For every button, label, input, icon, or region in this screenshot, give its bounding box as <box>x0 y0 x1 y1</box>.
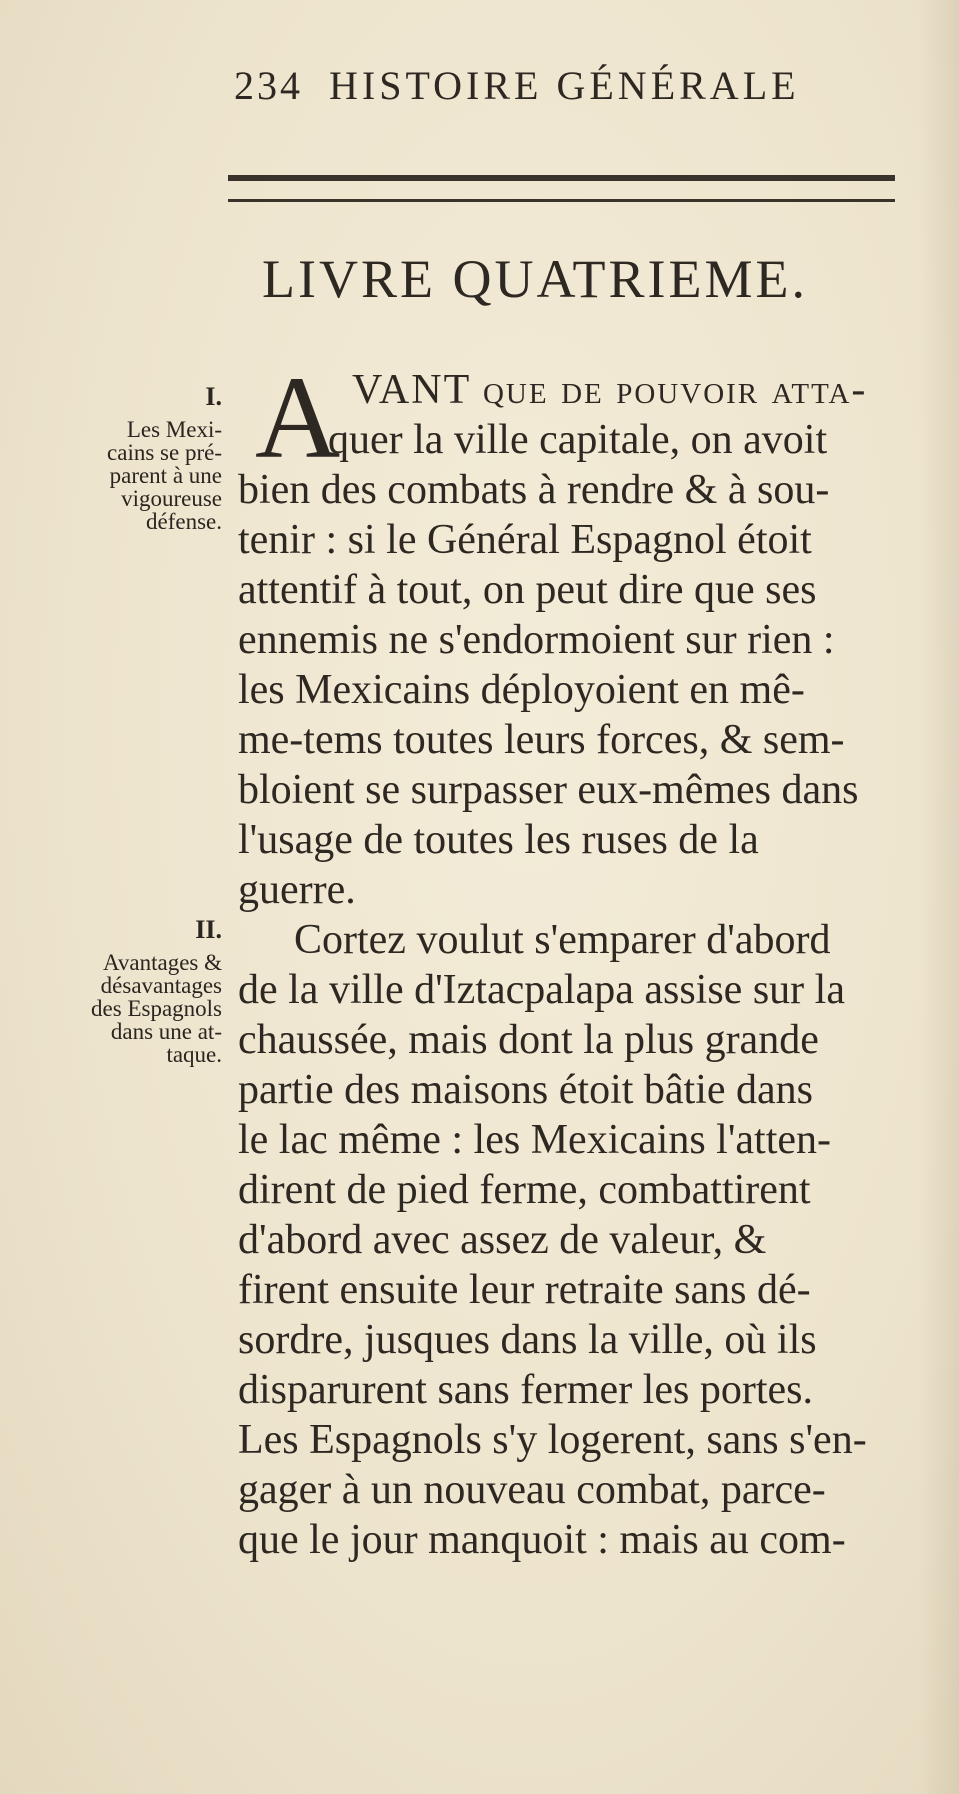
text-line: VANT que de pouvoir atta- <box>352 367 868 413</box>
text-line: chaussée, mais dont la plus grande <box>238 1017 819 1063</box>
margin-note-line: vigoureuse <box>121 486 222 511</box>
margin-note-line: défense. <box>146 509 222 534</box>
text-line: dirent de pied ferme, combattirent <box>238 1167 811 1213</box>
margin-note-line: des Espagnols <box>91 996 222 1021</box>
margin-note-number: II. <box>195 915 222 944</box>
text-line: le lac même : les Mexicains l'atten- <box>238 1117 832 1163</box>
margin-note-line: cains se pré- <box>107 440 222 465</box>
text-line: quer la ville capitale, on avoit <box>328 417 828 463</box>
margin-note-number: I. <box>205 382 222 411</box>
page-number: 234 <box>234 63 303 108</box>
text-line: sordre, jusques dans la ville, où ils <box>238 1317 817 1363</box>
text-line: ennemis ne s'endormoient sur rien : <box>238 617 835 663</box>
text-line: d'abord avec assez de valeur, & <box>238 1217 767 1263</box>
text-line: disparurent sans fermer les portes. <box>238 1367 813 1413</box>
margin-note-line: taque. <box>166 1042 222 1067</box>
text-line: les Mexicains déployoient en mê- <box>238 667 805 713</box>
text-line: attentif à tout, on peut dire que ses <box>238 567 817 613</box>
margin-note-line: Les Mexi- <box>126 417 222 442</box>
text-line: bien des combats à rendre & à sou- <box>238 467 830 513</box>
text-line: Cortez voulut s'emparer d'abord <box>294 917 831 963</box>
text-line: partie des maisons étoit bâtie dans <box>238 1067 814 1113</box>
text-line: Les Espagnols s'y logerent, sans s'en- <box>238 1417 867 1463</box>
text-line: guerre. <box>238 867 356 913</box>
text-line: me-tems toutes leurs forces, & sem- <box>238 717 845 763</box>
margin-note-line: Avantages & <box>102 950 222 975</box>
text-line: tenir : si le Général Espagnol étoit <box>238 517 812 563</box>
drop-cap: A <box>255 352 341 483</box>
running-title: HISTOIRE GÉNÉRALE <box>329 63 800 108</box>
margin-note-line: dans une at- <box>110 1019 222 1044</box>
margin-note-line: parent à une <box>109 463 222 488</box>
book-title: LIVRE QUATRIEME. <box>262 249 808 309</box>
text-line: firent ensuite leur retraite sans dé- <box>238 1267 811 1313</box>
margin-note-line: désavantages <box>100 973 222 998</box>
text-line: de la ville d'Iztacpalapa assise sur la <box>238 967 845 1013</box>
text-line: l'usage de toutes les ruses de la <box>238 817 759 863</box>
text-line: gager à un nouveau combat, parce- <box>238 1467 826 1513</box>
text-line: bloient se surpasser eux-mêmes dans <box>238 767 859 813</box>
text-line: que le jour manquoit : mais au com- <box>238 1517 846 1563</box>
